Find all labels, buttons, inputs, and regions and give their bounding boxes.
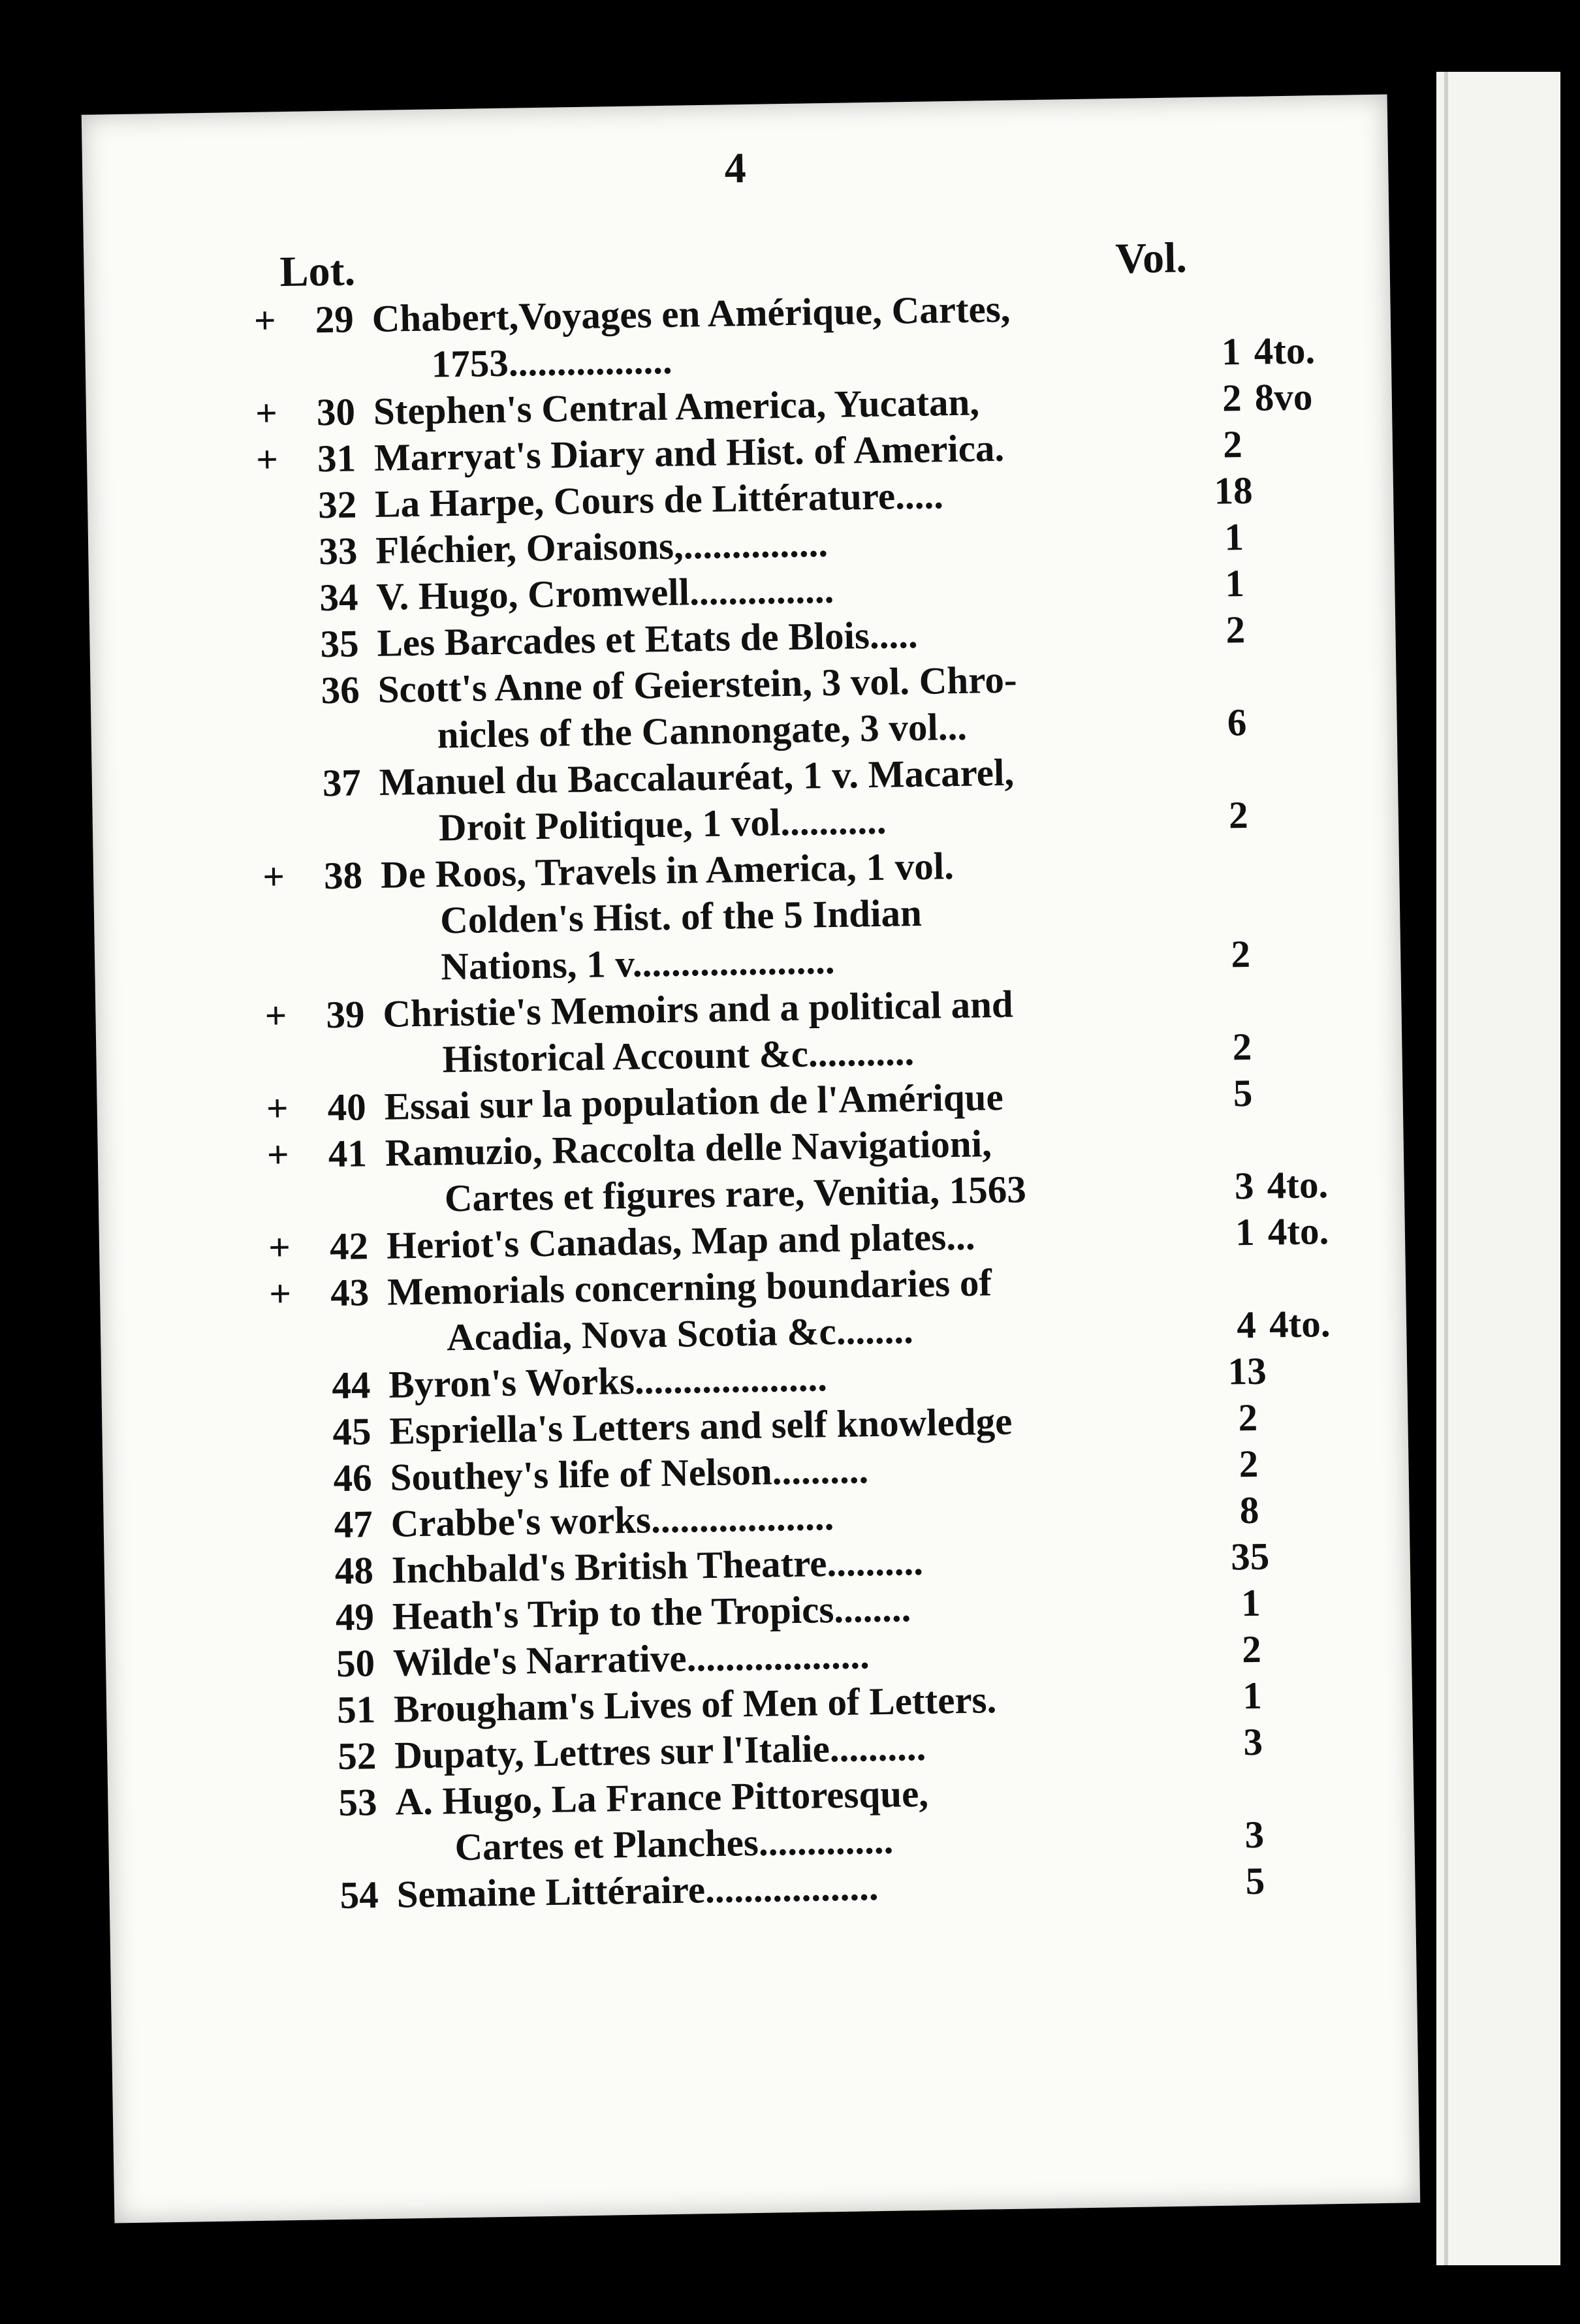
lot-description: De Roos, Travels in America, 1 vol. <box>380 844 955 896</box>
lot-number: 42 <box>329 1224 369 1268</box>
facing-page-edge <box>1436 72 1560 2265</box>
lot-mark <box>271 1688 302 1689</box>
lot-number: 54 <box>340 1873 379 1917</box>
lot-mark <box>267 1456 298 1457</box>
lot-description: Colden's Hist. of the 5 Indian <box>439 890 923 942</box>
lot-mark <box>249 344 281 345</box>
lot-list <box>84 280 1415 1923</box>
lot-description: Scott's Anne of Geierstein, 3 vol. Chro- <box>377 657 1017 711</box>
lot-number: 41 <box>328 1131 368 1176</box>
lot-mark <box>256 761 287 762</box>
lot-number: 35 <box>320 621 360 666</box>
lot-description: Nations, 1 v..................... <box>440 938 835 988</box>
lot-mark: + <box>266 1133 290 1176</box>
volume-count: 5 <box>1245 1859 1265 1903</box>
lot-description: Wilde's Narrative................... <box>392 1633 870 1684</box>
lot-description: Cartes et Planches.............. <box>454 1818 894 1869</box>
volume-count: 6 <box>1227 700 1247 744</box>
lot-mark <box>255 668 286 669</box>
volume-count: 2 <box>1239 1441 1259 1486</box>
lot-description: A. Hugo, La France Pittoresque, <box>394 1771 929 1823</box>
book-format: 8vo <box>1254 375 1313 419</box>
lot-description: Essai sur la population de l'Amérique <box>384 1075 1004 1128</box>
lot-mark: + <box>262 855 285 898</box>
volume-count: 1 <box>1224 515 1244 559</box>
lot-mark: + <box>255 437 279 481</box>
lot-number: 38 <box>323 853 363 898</box>
volume-count: 1 <box>1235 1210 1256 1254</box>
lot-description: Heath's Trip to the Tropics........ <box>392 1586 911 1638</box>
volume-count: 1 <box>1242 1673 1263 1718</box>
lot-number: 30 <box>316 390 356 434</box>
lot-description: Manuel du Baccalauréat, 1 v. Macarel, <box>379 750 1015 804</box>
vol-column-header: Vol. <box>1114 234 1188 283</box>
lot-number: 34 <box>319 575 358 620</box>
lot-mark: + <box>266 1086 289 1130</box>
volume-count: 2 <box>1241 1627 1262 1671</box>
lot-mark <box>262 1178 294 1179</box>
lot-description: Cartes et figures rare, Venitia, 1563 <box>444 1167 1027 1220</box>
volume-count: 3 <box>1244 1812 1265 1857</box>
lot-description: Inchbald's British Theatre.......... <box>391 1539 924 1592</box>
lot-description: Byron's Works.................... <box>388 1356 828 1406</box>
lot-mark <box>252 483 283 484</box>
volume-count: 3 <box>1242 1719 1263 1764</box>
lot-mark <box>266 1410 298 1411</box>
volume-count: 2 <box>1230 932 1251 976</box>
lot-mark <box>273 1827 304 1828</box>
lot-number: 32 <box>317 482 357 527</box>
lot-mark <box>261 1039 292 1040</box>
lot-description: Espriella's Letters and self knowledge <box>388 1399 1013 1452</box>
volume-count: 2 <box>1222 422 1243 466</box>
lot-mark: + <box>264 994 287 1037</box>
lot-number: 52 <box>337 1734 377 1778</box>
lot-description: V. Hugo, Cromwell............... <box>375 567 834 618</box>
lot-number: 50 <box>336 1641 375 1686</box>
lot-number: 51 <box>336 1688 376 1732</box>
volume-count: 13 <box>1227 1349 1267 1393</box>
lot-mark <box>254 622 285 623</box>
volume-count: 8 <box>1239 1488 1259 1532</box>
lot-number: 46 <box>333 1456 373 1500</box>
lot-description: Les Barcades et Etats de Blois..... <box>377 612 919 665</box>
lot-column-header: Lot. <box>279 247 356 296</box>
lot-description: Dupaty, Lettres sur l'Italie.......... <box>394 1725 926 1777</box>
lot-mark: + <box>268 1225 291 1269</box>
lot-description: 1753................. <box>431 338 673 386</box>
lot-mark <box>268 1549 300 1550</box>
lot-number: 43 <box>330 1270 370 1315</box>
lot-number: 36 <box>321 668 360 712</box>
lot-number: 44 <box>331 1363 371 1407</box>
lot-description: Fléchier, Oraisons,............... <box>375 522 829 572</box>
volume-count: 1 <box>1240 1580 1261 1625</box>
page-number: 4 <box>724 144 747 193</box>
lot-description: Southey's life of Nelson.......... <box>390 1448 869 1499</box>
lot-mark: + <box>268 1272 292 1315</box>
lot-number: 31 <box>317 436 356 480</box>
volume-count: 2 <box>1238 1395 1258 1439</box>
lot-mark <box>259 900 290 901</box>
volume-count: 2 <box>1228 793 1249 837</box>
lot-description: Memorials concerning boundaries of <box>387 1261 992 1313</box>
lot-mark <box>265 1317 296 1318</box>
lot-description: Historical Account &c........... <box>442 1030 915 1081</box>
volume-count: 3 <box>1234 1163 1255 1208</box>
lot-number: 49 <box>335 1595 375 1639</box>
lot-description: Droit Politique, 1 vol........... <box>438 798 887 849</box>
lot-mark: + <box>255 391 278 435</box>
volume-count: 2 <box>1232 1024 1252 1069</box>
book-format: 4to. <box>1267 1163 1329 1207</box>
volume-count: 1 <box>1224 561 1245 605</box>
lot-description: Acadia, Nova Scotia &c........ <box>446 1308 914 1359</box>
lot-number: 33 <box>318 529 358 573</box>
lot-mark: + <box>253 298 277 342</box>
lot-description: Crabbe's works................... <box>390 1495 834 1545</box>
volume-count: 5 <box>1233 1071 1253 1115</box>
volume-count: 1 <box>1221 330 1241 373</box>
book-format: 4to. <box>1269 1302 1331 1346</box>
lot-number: 37 <box>322 761 362 805</box>
catalogue-page <box>82 94 1420 2223</box>
lot-number: 53 <box>338 1780 377 1825</box>
lot-description: Brougham's Lives of Men of Letters. <box>393 1678 997 1731</box>
lot-description: nicles of the Cannongate, 3 vol... <box>437 704 968 757</box>
lot-description: La Harpe, Cours de Littérature..... <box>374 473 944 526</box>
lot-number: 45 <box>332 1409 371 1454</box>
volume-count: 18 <box>1213 468 1254 512</box>
volume-count: 35 <box>1230 1534 1270 1578</box>
volume-count: 4 <box>1236 1302 1257 1347</box>
lot-number: 48 <box>334 1548 374 1593</box>
volume-count: 2 <box>1222 376 1242 420</box>
lot-number: 29 <box>315 297 355 341</box>
book-format: 4to. <box>1267 1209 1329 1253</box>
lot-description: Ramuzio, Raccolta delle Navigationi, <box>385 1122 992 1174</box>
volume-count: 2 <box>1225 608 1246 652</box>
page-fold-line <box>1444 72 1448 2265</box>
lot-mark <box>272 1781 304 1782</box>
lot-description: Semaine Littéraire.................. <box>396 1865 879 1916</box>
lot-mark <box>269 1595 300 1596</box>
lot-description: Stephen's Central America, Yucatan, <box>373 380 980 433</box>
lot-number: 40 <box>327 1085 367 1129</box>
book-format <box>1253 281 1364 283</box>
lot-number: 39 <box>325 992 365 1037</box>
lot-description: Marryat's Diary and Hist. of America. <box>373 426 1005 479</box>
lot-mark <box>253 529 284 530</box>
lot-description: Chabert,Voyages en Amérique, Cartes, <box>371 287 1011 340</box>
lot-description: Heriot's Canadas, Map and plates... <box>386 1214 975 1267</box>
lot-description: Christie's Memoirs and a political and <box>382 982 1014 1035</box>
lot-number: 47 <box>334 1502 373 1547</box>
book-format: 4to. <box>1254 328 1316 373</box>
